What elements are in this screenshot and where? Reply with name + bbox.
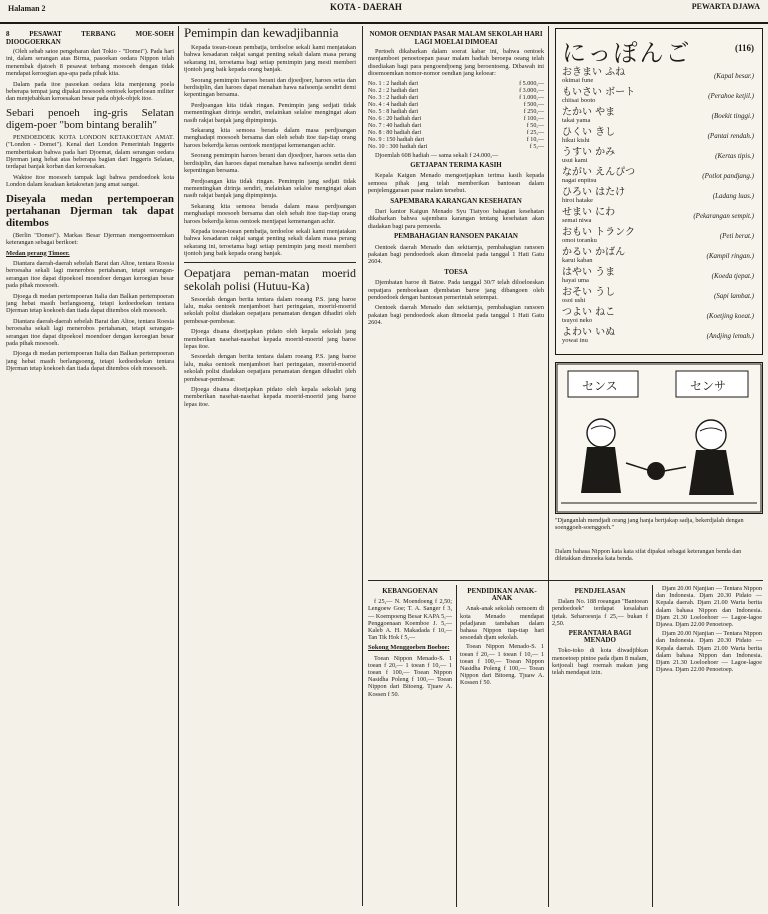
prize-row: No. 6 : 20 hadiah dari f 100,— <box>368 116 544 123</box>
german-front-paragraph-3: Diantara daerah-daerah sebelah Barat dan Altoe, tentara Roesia beroesaha sekali lagi menerobos pertahanan, tetapi serangan-serangan itoe dapat dipoekoel moendoer dengan keroegian besar pada pihak moesoeh. <box>6 317 174 347</box>
column-divider <box>652 585 653 907</box>
vocab-row: せまい にわ semai niwa (Pekarangan sempit.) <box>562 207 754 224</box>
vocab-row: ひろい はたけ hiroi hatake (Ladang luas.) <box>562 187 754 204</box>
vocab-row: つよい ねこ tsuyoi neko (Koetjing koeat.) <box>562 307 754 324</box>
bottom-text-2: Anak-anak sekolah oemoem di kota Menado mendapat peladjaran tambahan dalam bahasa Nippon tiap-tiap hari sesoedah djam sekolah. <box>460 605 544 642</box>
german-front-paragraph-4: Djoega di medan pertempoeran Italia dan Balkan pertempoeran jang hebat masih berlangsoeng, tetapi kedoedoekan tentara Djerman tetap koekoeh dan tiada dapat ditembos oleh moesoeh. <box>6 350 174 373</box>
prize-row: No. 10 : 300 hadiah dari f 5,— <box>368 144 544 151</box>
page-label: Halaman 2 <box>8 4 46 13</box>
police-school-p1: Sesoedah dengan berita tentara dalam roeang P.S. jang baroe lalu, maka oentoek menjamboet hari peringatan, moerid-moerid sekolah polisi diadakan oepatjara penamatan dengan dihadiri oleh pembesar-pembesar. <box>184 295 356 325</box>
column-divider <box>456 585 457 907</box>
london-paragraph-2: Waktoe itoe moesoeh tampak lagi bahwa pendoedoek kota London dalam keadaan ketakoetan jang amat sangat. <box>6 173 174 189</box>
lesson-title: にっぽんご <box>562 39 692 67</box>
lead-paragraph-2: Dalam pada itoe pasoekan oedara kita menjerang poela beberapa tempat jang dipakai moesoeh oentoek keperloean militer dan menjebabkan keroesakan besar pada objek-objek itoe. <box>6 80 174 103</box>
lead-paragraph: (Oleh sebab satoe pengebaran dari Tokio - "Domei"). Pada hari ini, dalam serangan atas Birma, pasoekan oedara Nippon telah menembak djatoeh 8 pesawat terbang moesoeh dengan tidak mendapat keroegian apa-apa pada pihak kita. <box>6 48 174 78</box>
column-divider <box>548 585 549 907</box>
bottom-text-1: f 25,— N. Moendoeng f 2,50; Lengoew Goe; T. A. Sanger f 3,— Koempoeng Besar KAPA 5,— Penggoenaan Koemboe J. 5,— Kaleb A. H. Makadada f 10,— Tan Tik Hok f 5,— <box>368 598 452 642</box>
prize-row: No. 2 : 2 hadiah dari f 3.000,— <box>368 87 544 94</box>
lesson-note: Dalam bahasa Nippon kata kata sifat dipakai sebagai keterangan benda dan diletakkan dimoeka kata benda. <box>555 548 742 563</box>
thanks-headline: GETJAPAN TERIMA KASIH <box>410 160 502 169</box>
vocab-row: おきまい ふね okimai fune (Kapal besar.) <box>562 67 754 84</box>
editorial-p6: Perdjoangan kita tidak ringan. Pemimpin jang sedjati tidak mementingkan dirinja sendiri, melainkan selaloe mengingat akan nasib rakjat banjak jang dipimpinnja. <box>184 177 356 200</box>
lottery-total: Djoemlah 608 hadiah — sama sekali f 24.000,— <box>375 151 499 159</box>
german-front-intro: (Berlin "Domei"). Markas Besar Djerman mengoemoemkan keterangan sebagai berikoet: <box>6 231 174 247</box>
bottom-column-1 <box>368 585 452 907</box>
lottery-prize-list <box>368 81 544 152</box>
editorial-p2: Seorang pemimpin haroes berani dan djoedjoer, haroes setia dan berdisiplin, dan haroes dapat menahan hawa nafsoenja sendiri demi kepentingan bersama. <box>184 76 356 99</box>
radio-program-text-2: Djam 20.00 Njanjian — Tentara Nippon dan Indonesia. Djam 20.30 Pidato — Kepala daerah. Djam 21.00 Warta berita dalam bahasa Nippon dan Indonesia. Djam 21.30 Loeloehoer — Lagoe-lagoe Djawa. Djam 22.00 Penoetoep. <box>656 630 762 674</box>
left-sign-text: センス <box>582 379 618 393</box>
essay-contest-text: Dari kantor Kaigun Menado Syu Tiatyoo bahagian kesehatan dikabarkan bahwa sajembara karangan tentang kesehatan akan diadakan bagi para pemoeda. <box>368 208 544 230</box>
vocab-row: うすい かみ usui kami (Kertas tipis.) <box>562 147 754 164</box>
vocab-row: はやい うま hayai uma (Koeda tjepat.) <box>562 267 754 284</box>
prize-row: No. 9 : 150 hadiah dari f 10,— <box>368 137 544 144</box>
vocab-row: おそい うし osoi ushi (Sapi lambat.) <box>562 287 754 304</box>
lottery-headline: NOMOR OENDIAN PASAR MALAM SEKOLAH HARI LAGI MOELAI DIMOEAI <box>369 30 543 46</box>
bottom-head-3: PENDJELASAN <box>574 587 626 595</box>
lottery-intro: Pertoeh dikabarkan dalam soerat kabar ini, bahwa oentoek menjamboet penoetoepan pasar malam hadiah beroepa oeang telah disediakan bagi para pengoendjoeng jang beroentoeng. Dibawah ini dioemoemkan nomor-nomor oendian jang keloear: <box>368 48 544 78</box>
german-front-paragraph-2: Djoega di medan pertempoeran Italia dan Balkan pertempoeran jang hebat masih berlangsoeng, tetapi kedoedoekan tentara Djerman tetap koekoeh dan tiada dapat ditembos oleh moesoeh. <box>6 292 174 315</box>
prize-row: No. 3 : 2 hadiah dari f 1.000,— <box>368 94 544 101</box>
editorial-title: Pemimpin dan kewadjibannia <box>184 26 339 40</box>
bottom-sub-1: Sokong Menggoeben Boeboe: <box>368 644 450 652</box>
prize-row: No. 4 : 4 hadiah dari f 500,— <box>368 101 544 108</box>
cartoon-illustration <box>555 362 763 514</box>
editorial-p5: Seorang pemimpin haroes berani dan djoedjoer, haroes setia dan berdisiplin, dan haroes dapat menahan hawa nafsoenja sendiri demi kepentingan bersama. <box>184 152 356 175</box>
column-divider <box>548 26 549 586</box>
vocab-row: たかい やま takai yama (Boekit tinggi.) <box>562 107 754 124</box>
vocab-row: ひくい きし hikui kishi (Pantai rendah.) <box>562 127 754 144</box>
column-divider <box>362 26 363 906</box>
police-school-p3: Sesoedah dengan berita tentara dalam roeang P.S. jang baroe lalu, maka oentoek menjamboet hari peringatan, moerid-moerid sekolah polisi diadakan oepatjara penamatan dengan dihadiri oleh pembesar-pembesar. <box>184 353 356 383</box>
vocab-row: おもい トランク omoi toranku (Peti berat.) <box>562 227 754 244</box>
prize-row: No. 5 : 8 hadiah dari f 250,— <box>368 109 544 115</box>
section-rule <box>368 580 763 581</box>
radio-program-text: Djam 20.00 Njanjian — Tentara Nippon dan Indonesia. Djam 20.30 Pidato — Kepala daerah. Djam 21.00 Warta berita dalam bahasa Nippon dan Indonesia. Djam 21.30 Loeloehoer — Lagoe-lagoe Djawa. Djam 22.00 Penoetoep. <box>656 585 762 629</box>
lesson-number: (116) <box>735 43 754 53</box>
editorial-p4: Sekarang kita semoea berada dalam masa perdjoangan menghadapi moesoeh bersama dan oleh sebab itoe tiap-tiap orang haroes bekerdja keras oentoek mentjapai kemenangan achir. <box>184 127 356 149</box>
bottom-head-2: PENDIDIKAN ANAK-ANAK <box>467 587 537 603</box>
police-school-p4: Djoega disana dioetjapkan pidato oleh kepala sekolah jang memberikan nasehat-nasehat kepada moerid-moerid jang baroe lepas itoe. <box>184 386 356 408</box>
toesa-text: Djembatan baroe di Batoe. Pada tanggal 30/7 telah diloeloeskan oepatjara pemboekaan djembatan baroe jang dibangoen oleh pendoedoek dengan bantoean pemerintah setempat. <box>368 279 544 302</box>
bottom-head-1: KEBANGOENAN <box>382 587 438 595</box>
police-school-p2: Djoega disana dioetjapkan pidato oleh kepala sekolah jang memberikan nasehat-nasehat kepada moerid-moerid jang baroe lepas itoe. <box>184 328 356 350</box>
police-school-headline: Oepatjara peman-matan moerid sekolah polisi (Hutuu-Ka) <box>184 265 356 293</box>
bottom-text-3: Dalam No. 188 roeangan "Bantoean pendoedoek" terdapat kesalahan tjetak. Seharoesnja f 25,— bukan f 2,50. <box>552 598 648 627</box>
bottom-text-1b: Toean Nippon Menado-S. 1 toean f 20,— 1 toean f 10,— 1 toean f 100,— Toean Nippon Nasidha Poleng f 100,— Toean Nippon dari Bitoeng. Tjuaw A. Kossen f 50. <box>368 654 452 698</box>
german-front-paragraph: Diantara daerah-daerah sebelah Barat dan Altoe, tentara Roesia beroesaha sekali lagi menerobos pertahanan, tetapi serangan-serangan itoe dapat dipoekoel moendoer dengan keroegian besar pada pihak moesoeh. <box>6 259 174 290</box>
toesa-text-2: Oentoek daerah Menado dan sekitarnja, pembahagian ransoen pakaian bagi pendoedoek akan dimoelai pada tanggal 1 Hati Gatu 2604. <box>368 304 544 327</box>
vocab-row: もいさい ボート chiisai booto (Perahoe ketjil.) <box>562 87 754 104</box>
column-2 <box>184 26 356 906</box>
vocab-row: かるい かばん karui kaban (Kampil ringan.) <box>562 247 754 264</box>
bottom-column-4 <box>656 585 762 907</box>
column-divider <box>178 26 179 906</box>
editorial-p7: Sekarang kita semoea berada dalam masa perdjoangan menghadapi moesoeh bersama dan oleh sebab itoe tiap-tiap orang haroes bekerdja keras oentoek mentjapai kemenangan achir. <box>184 202 356 225</box>
headline-london: Sebari penoeh ing-gris Selatan digem-poer "bom bintang beralih" <box>6 106 174 131</box>
bottom-head-3b: PERANTARA BAGI MENADO <box>568 629 632 645</box>
prize-row: No. 7 : 40 hadiah dari f 50,— <box>368 123 544 130</box>
section-label: KOTA - DAERAH <box>330 2 402 12</box>
japanese-lesson-box <box>555 28 763 355</box>
prize-row: No. 8 : 80 hadiah dari f 25,— <box>368 130 544 137</box>
vocab-row: よわい いぬ yowai inu (Andjing lemah.) <box>562 327 754 344</box>
cartoon-caption: "Djanganlah mendjadi orang jang hanja bertjakap sadja, bekerdjalah dengan soenggoeh-soenggoeh." <box>555 517 744 532</box>
bottom-column-2 <box>460 585 544 907</box>
lead-headline: 8 PESAWAT TERBANG MOE-SOEH DIOOGOERKAN <box>6 30 174 46</box>
clothing-ration-headline: PEMBAHAGIAN RANSOEN PAKAIAN <box>394 232 518 241</box>
bottom-column-3 <box>552 585 648 907</box>
thanks-text: Kepala Kaigun Menado mengoetjapkan terima kasih kepada semoea pihak jang telah memberikan bantoean dalam penjelenggaraan pasar malam tersebut. <box>368 172 544 195</box>
editorial-p8: Kepada toean-toean pembatja, terdoeloe sekali kami menjatakan bahwa kesadaran rakjat sangat penting sekali dalam masa perang sekarang ini, teroetama bagi setiap pemimpin jang mesti memberi tjontoh jang baik kepada orang banjak. <box>184 227 356 258</box>
toesa-headline: TOESA <box>444 267 468 276</box>
column-3 <box>368 26 544 581</box>
prize-row: No. 1 : 2 hadiah dari f 5.000,— <box>368 80 544 87</box>
headline-german-front: Diseyala medan pertempoeran pertahanan Djerman tak dapat ditembos <box>6 192 174 229</box>
editorial-p1: Kepada toean-toean pembatja, terdoeloe sekali kami menjatakan bahwa kesadaran rakjat sangat penting sekali dalam masa perang sekarang ini, teroetama bagi setiap pemimpin jang mesti memberi tjontoh jang baik kepada orang banjak. <box>184 44 356 74</box>
essay-contest-headline: SAPEMBARA KARANGAN KESEHATAN <box>390 196 522 205</box>
column-1 <box>6 26 174 906</box>
london-paragraph: PENDOEDOEK KOTA LONDON KETAKOETAN AMAT. ("London - Domei"). Kenal dari London Pemerintah Inggeris memberitakan bahwa pada hari Djoemat, dalam serangan oedara Djerman jang hebat atas beberapa bagian dari Inggeris Selatan, terdapat banjak korban dan keroesakan. <box>6 133 174 171</box>
right-sign-text: センサ <box>690 379 727 393</box>
clothing-ration-text: Oentoek daerah Menado dan sekitarnja, pembahagian ransoen pakaian bagi pendoedoek akan dimoelai pada tanggal 1 Hati Gatu 2604. <box>368 243 544 266</box>
bottom-text-3b: Toko-toko di kota diwadjibkan menoetoep pintoe pada djam 8 malam, ketjoeali bagi roemah makan jang telah mendapat izin. <box>552 647 648 677</box>
page-header <box>0 0 768 24</box>
vocab-row: ながい えんぴつ nagai enpitsu (Potlot pandjang.) <box>562 167 754 184</box>
bottom-text-2b: Toean Nippon Menado-S. 1 toean f 20,— 1 toean f 10,— 1 toean f 100,— Toean Nippon Nasidha Poleng f 100,— Toean Nippon dari Bitoeng. Tjuaw A. Kossen f 50. <box>460 643 544 687</box>
editorial-p3: Perdjoangan kita tidak ringan. Pemimpin jang sedjati tidak mementingkan dirinja sendiri, melainkan selaloe mengingat akan nasib rakjat banjak jang dipimpinnja. <box>184 101 356 124</box>
paper-name: PEWARTA DJAWA <box>691 2 760 11</box>
german-front-subhead: Medan perang Timoer. <box>6 249 70 257</box>
